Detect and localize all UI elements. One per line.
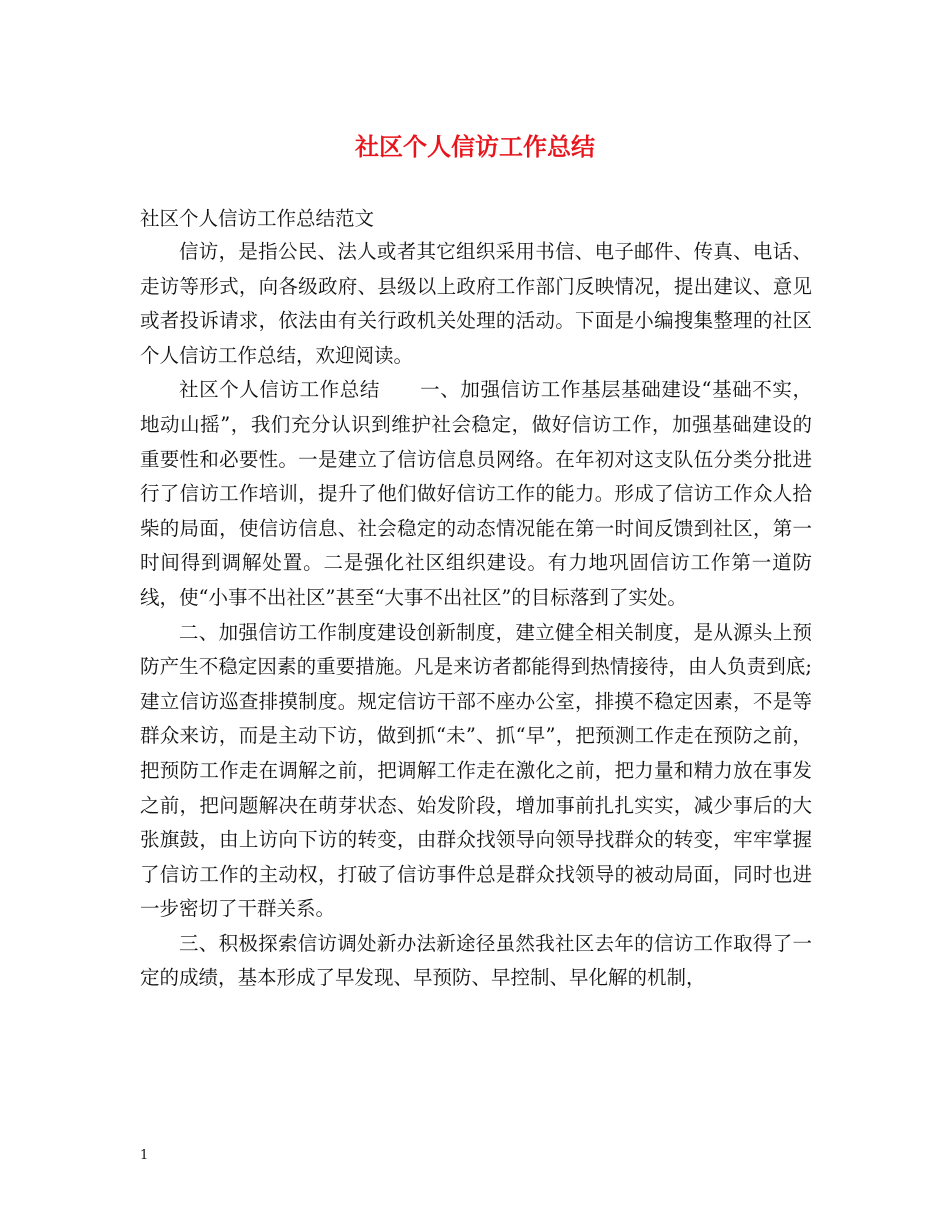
document-title: 社区个人信访工作总结 (355, 132, 595, 161)
document-subtitle: 社区个人信访工作总结范文 (140, 207, 375, 230)
paragraph-intro: 信访，是指公民、法人或者其它组织采用书信、电子邮件、传真、电话、走访等形式，向各级政府、县级以上政府工作部门反映情况，提出建议、意见或者投诉请求，依法由有关行政机关处理的活动。下面是小编搜集整理的社区个人信访工作总结，欢迎阅读。 (140, 240, 812, 367)
page-number: 1 (140, 1148, 149, 1163)
document-body (140, 235, 812, 996)
paragraph-section-three: 三、积极探索信访调处新办法新途径虽然我社区去年的信访工作取得了一定的成绩，基本形成了早发现、早预防、早控制、早化解的机制， (140, 931, 812, 990)
paragraph-section-two: 二、加强信访工作制度建设创新制度，建立健全相关制度，是从源头上预防产生不稳定因素的重要措施。凡是来访者都能得到热情接待，由人负责到底;建立信访巡查排摸制度。规定信访干部不座办公室，排摸不稳定因素，不是等群众来访，而是主动下访，做到抓“未”、抓“早”，把预测工作走在预防之前，把预防工作走在调解之前，把调解工作走在激化之前，把力量和精力放在事发之前，把问题解决在萌芽状态、始发阶段，增加事前扎扎实实，减少事后的大张旗鼓，由上访向下访的转变，由群众找领导向领导找群众的转变，牢牢掌握了信访工作的主动权，打破了信访事件总是群众找领导的被动局面，同时也进一步密切了干群关系。 (140, 620, 812, 921)
paragraph-section-one: 社区个人信访工作总结 一、加强信访工作基层基础建设“基础不实，地动山摇”，我们充分认识到维护社会稳定，做好信访工作，加强基础建设的重要性和必要性。一是建立了信访信息员网络。在年初对这支队伍分类分批进行了信访工作培训，提升了他们做好信访工作的能力。形成了信访工作众人拾柴的局面，使信访信息、社会稳定的动态情况能在第一时间反馈到社区，第一时间得到调解处置。二是强化社区组织建设。有力地巩固信访工作第一道防线，使“小事不出社区”甚至“大事不出社区”的目标落到了实处。 (140, 378, 812, 609)
